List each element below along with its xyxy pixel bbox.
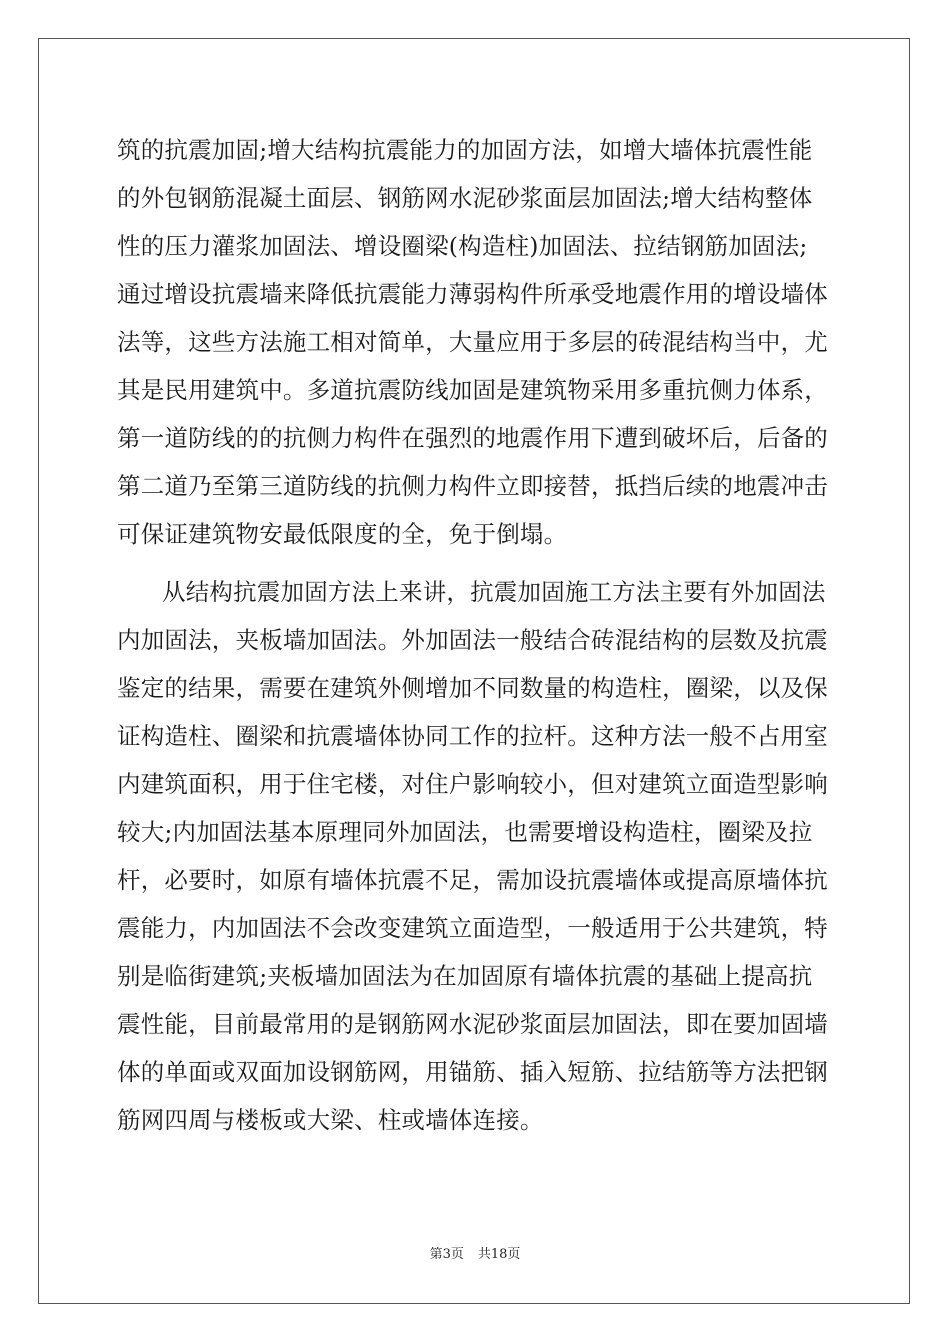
text-line: 其是民用建筑中。多道抗震防线加固是建筑物采用多重抗侧力体系， [117,376,828,404]
text-line: 筑的抗震加固;增大结构抗震能力的加固方法，如增大墙体抗震性能 [117,136,813,164]
page-number: 第3页 [429,1247,464,1262]
text-line: 的外包钢筋混凝土面层、钢筋网水泥砂浆面层加固法;增大结构整体 [117,184,813,212]
text-line: 别是临街建筑;夹板墙加固法为在加固原有墙体抗震的基础上提高抗 [117,962,813,990]
text-line: 内建筑面积，用于住宅楼，对住户影响较小，但对建筑立面造型影响 [117,770,828,798]
text-line: 第一道防线的的抗侧力构件在强烈的地震作用下遭到破坏后，后备的 [117,424,828,452]
text-line: 可保证建筑物安最低限度的全，免于倒塌。 [117,520,568,548]
text-line: 较大;内加固法基本原理同外加固法，也需要增设构造柱，圈梁及拉 [117,818,813,846]
text-line: 性的压力灌浆加固法、增设圈梁(构造柱)加固法、拉结钢筋加固法; [117,232,808,260]
text-line: 证构造柱、圈梁和抗震墙体协同工作的拉杆。这种方法一般不占用室 [117,722,828,750]
text-line: 内加固法，夹板墙加固法。外加固法一般结合砖混结构的层数及抗震 [117,626,828,654]
text-line: 体的单面或双面加设钢筋网，用锚筋、插入短筋、拉结筋等方法把钢 [117,1058,828,1086]
text-line: 震性能，目前最常用的是钢筋网水泥砂浆面层加固法，即在要加固墙 [117,1010,828,1038]
text-line: 法等，这些方法施工相对简单，大量应用于多层的砖混结构当中，尤 [117,328,828,356]
page-footer [0,1246,950,1264]
text-line: 鉴定的结果，需要在建筑外侧增加不同数量的构造柱，圈梁，以及保 [117,674,828,702]
text-line: 从结构抗震加固方法上来讲，抗震加固施工方法主要有外加固法 [162,578,826,606]
page-total: 共18页 [477,1247,521,1262]
text-line: 通过增设抗震墙来降低抗震能力薄弱构件所承受地震作用的增设墙体 [117,280,828,308]
text-line: 筋网四周与楼板或大梁、柱或墙体连接。 [117,1106,544,1134]
text-line: 第二道乃至第三道防线的抗侧力构件立即接替，抵挡后续的地震冲击 [117,472,828,500]
text-line: 震能力，内加固法不会改变建筑立面造型，一般适用于公共建筑，特 [117,914,828,942]
text-line: 杆，必要时，如原有墙体抗震不足，需加设抗震墙体或提高原墙体抗 [117,866,828,894]
